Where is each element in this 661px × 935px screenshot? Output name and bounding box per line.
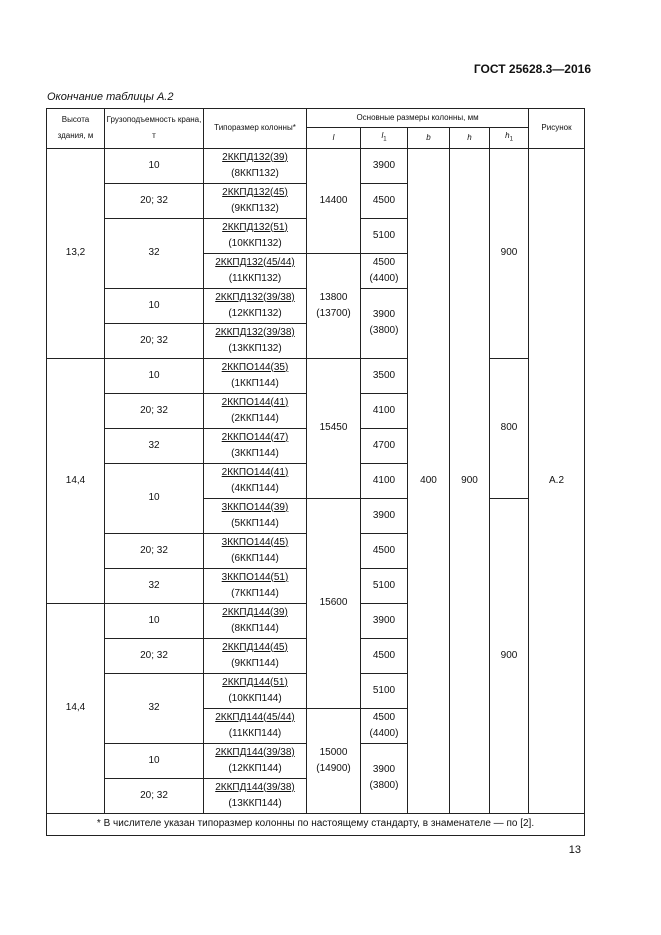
table-caption: Окончание таблицы А.2 <box>47 91 174 103</box>
header-h1: $h_1$ <box>490 128 529 149</box>
type-cell: 2ККПО144(41) (2ККП144) <box>204 393 307 428</box>
l1-cell: 5100 <box>361 673 408 708</box>
b-cell: 400 <box>408 148 450 813</box>
l1-cell: 4500 (4400) <box>361 253 408 288</box>
l1-cell: 5100 <box>361 218 408 253</box>
l1-cell: 3900 <box>361 603 408 638</box>
h1-cell: 900 <box>490 148 529 358</box>
l-cell: 15600 <box>307 498 361 708</box>
l1-cell: 4100 <box>361 393 408 428</box>
type-cell: 3ККПО144(45) (6ККП144) <box>204 533 307 568</box>
height-cell: 13,2 <box>47 148 105 358</box>
page-number: 13 <box>568 844 581 856</box>
document-code: ГОСТ 25628.3—2016 <box>473 62 591 76</box>
l1-cell: 4500 <box>361 533 408 568</box>
type-cell: 2ККПД144(51) (10ККП144) <box>204 673 307 708</box>
load-cell: 10 <box>105 358 204 393</box>
header-load: Грузоподъемность крана, т <box>105 109 204 149</box>
h1-cell: 800 <box>490 358 529 498</box>
l1-cell: 3900 <box>361 498 408 533</box>
header-dims: Основные размеры колонны, мм <box>307 109 529 128</box>
header-l: l <box>307 128 361 149</box>
type-cell: 2ККПД144(39) (8ККП144) <box>204 603 307 638</box>
header-height: Высота здания, м <box>47 109 105 149</box>
type-cell: 2ККПД132(39/38) (13ККП132) <box>204 323 307 358</box>
header-b: b <box>408 128 450 149</box>
l-cell: 15000 (14900) <box>307 708 361 813</box>
header-figure: Рисунок <box>529 109 585 149</box>
height-cell: 14,4 <box>47 603 105 813</box>
load-cell: 20; 32 <box>105 323 204 358</box>
load-cell: 10 <box>105 288 204 323</box>
header-type: Типоразмер колонны* <box>204 109 307 149</box>
load-cell: 20; 32 <box>105 638 204 673</box>
type-cell: 2ККПД132(39) (8ККП132) <box>204 148 307 183</box>
load-cell: 20; 32 <box>105 183 204 218</box>
load-cell: 10 <box>105 603 204 638</box>
load-cell: 10 <box>105 463 204 533</box>
l1-cell: 3900 <box>361 148 408 183</box>
type-cell: 2ККПД144(45) (9ККП144) <box>204 638 307 673</box>
l1-cell: 4500 <box>361 638 408 673</box>
header-l1: $l_1$ <box>361 128 408 149</box>
l1-cell: 4100 <box>361 463 408 498</box>
load-cell: 10 <box>105 743 204 778</box>
load-cell: 20; 32 <box>105 778 204 813</box>
type-cell: 2ККПД144(39/38) (13ККП144) <box>204 778 307 813</box>
l1-cell: 4500 <box>361 183 408 218</box>
load-cell: 32 <box>105 568 204 603</box>
table-footnote: * В числителе указан типоразмер колонны по настоящему стандарту, в знаменателе — по [2]. <box>47 813 585 835</box>
figure-cell: А.2 <box>529 148 585 813</box>
load-cell: 20; 32 <box>105 533 204 568</box>
l1-cell: 3900 (3800) <box>361 288 408 358</box>
l1-cell: 3900 (3800) <box>361 743 408 813</box>
height-cell: 14,4 <box>47 358 105 603</box>
type-cell: 2ККПО144(35) (1ККП144) <box>204 358 307 393</box>
load-cell: 32 <box>105 673 204 743</box>
h-cell: 900 <box>450 148 490 813</box>
type-cell: 2ККПД132(45) (9ККП132) <box>204 183 307 218</box>
load-cell: 20; 32 <box>105 393 204 428</box>
type-cell: 2ККПД132(39/38) (12ККП132) <box>204 288 307 323</box>
type-cell: 2ККПО144(41) (4ККП144) <box>204 463 307 498</box>
l1-cell: 5100 <box>361 568 408 603</box>
type-cell: 2ККПД144(45/44) (11ККП144) <box>204 708 307 743</box>
l1-cell: 3500 <box>361 358 408 393</box>
h1-cell: 900 <box>490 498 529 813</box>
load-cell: 32 <box>105 428 204 463</box>
l-cell: 15450 <box>307 358 361 498</box>
load-cell: 10 <box>105 148 204 183</box>
type-cell: 2ККПД144(39/38) (12ККП144) <box>204 743 307 778</box>
type-cell: 3ККПО144(39) (5ККП144) <box>204 498 307 533</box>
header-h: h <box>450 128 490 149</box>
l-cell: 14400 <box>307 148 361 253</box>
load-cell: 32 <box>105 218 204 288</box>
type-cell: 2ККПД132(51) (10ККП132) <box>204 218 307 253</box>
type-cell: 3ККПО144(51) (7ККП144) <box>204 568 307 603</box>
type-cell: 2ККПД132(45/44) (11ККП132) <box>204 253 307 288</box>
l1-cell: 4500 (4400) <box>361 708 408 743</box>
column-dimensions-table <box>46 108 585 836</box>
l-cell: 13800 (13700) <box>307 253 361 358</box>
type-cell: 2ККПО144(47) (3ККП144) <box>204 428 307 463</box>
l1-cell: 4700 <box>361 428 408 463</box>
